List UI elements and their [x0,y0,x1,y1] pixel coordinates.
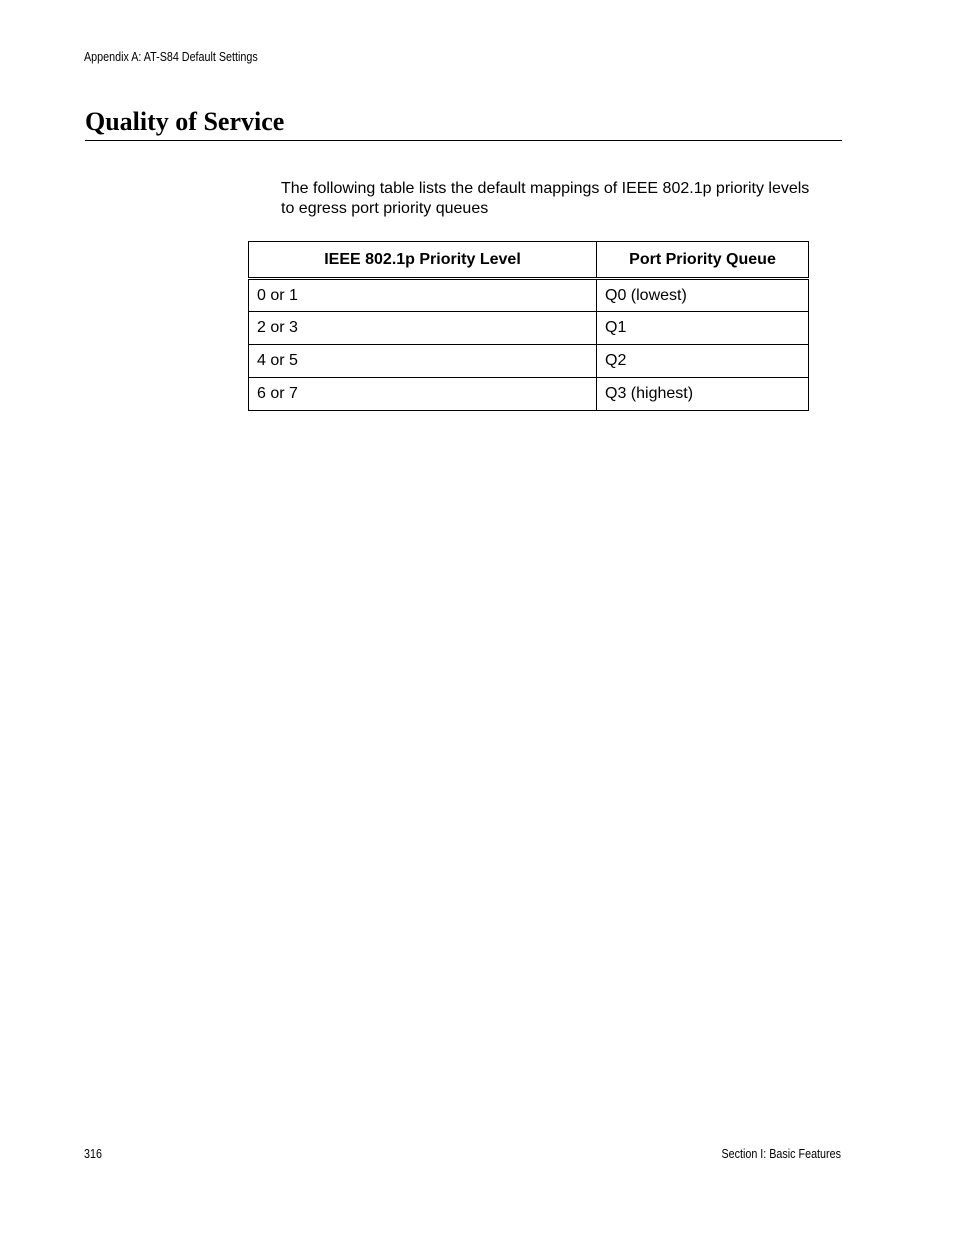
table-header-row [249,242,809,279]
priority-level-cell: 0 or 1 [249,279,597,312]
table-row [249,279,809,312]
table-row [249,312,809,345]
running-header: Appendix A: AT-S84 Default Settings [84,50,258,64]
running-footer-section: Section I: Basic Features [721,1147,841,1161]
port-queue-cell: Q2 [597,345,809,378]
port-queue-cell: Q0 (lowest) [597,279,809,312]
priority-level-cell: 6 or 7 [249,378,597,411]
priority-level-cell: 4 or 5 [249,345,597,378]
port-queue-cell: Q1 [597,312,809,345]
priority-level-cell: 2 or 3 [249,312,597,345]
priority-mapping-table [248,241,809,411]
section-title: Quality of Service [85,107,285,136]
column-header-priority-level: IEEE 802.1p Priority Level [249,242,597,279]
port-queue-cell: Q3 (highest) [597,378,809,411]
intro-paragraph: The following table lists the default mappings of IEEE 802.1p priority levels to egress port priority queues [281,180,810,217]
title-rule [85,140,842,141]
table-row [249,378,809,411]
table-row [249,345,809,378]
page-number: 316 [84,1147,102,1161]
column-header-port-queue: Port Priority Queue [597,242,809,279]
